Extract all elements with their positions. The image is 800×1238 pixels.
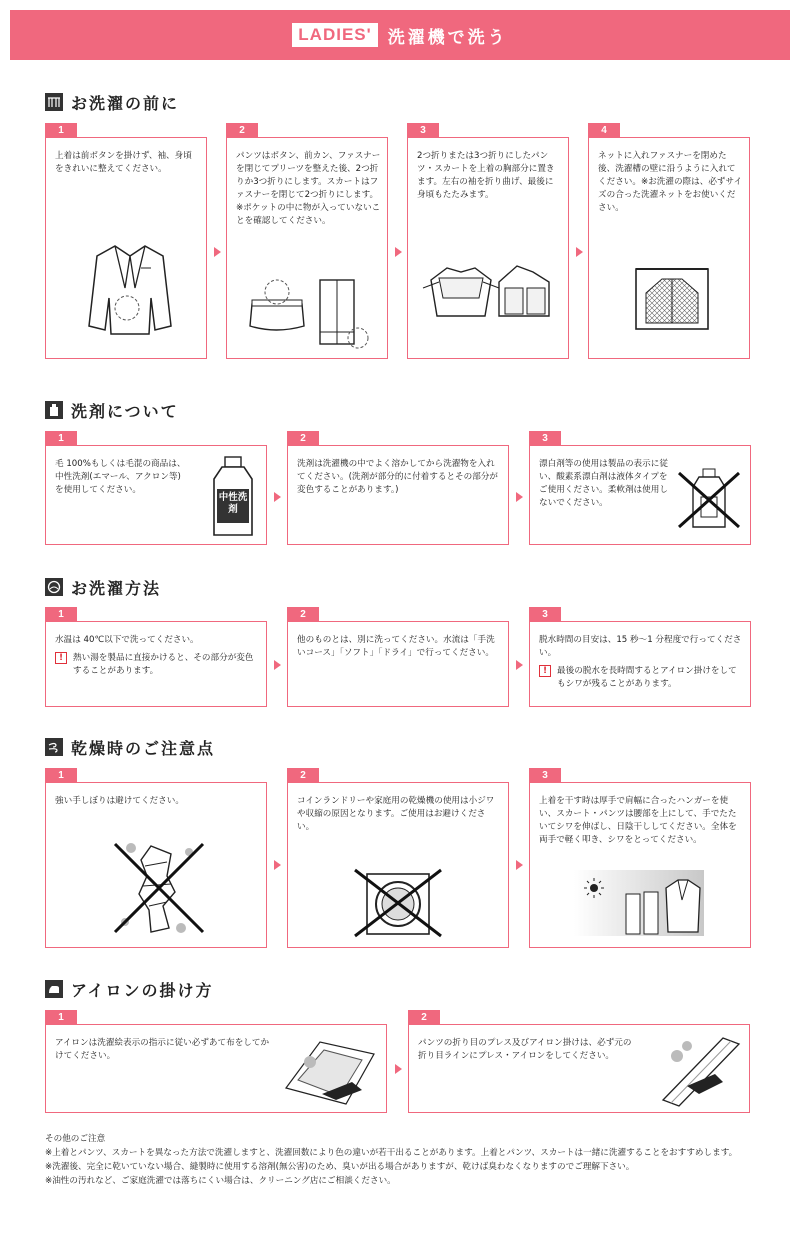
step-arrow <box>274 492 281 502</box>
press-cloth-illustration <box>280 1032 380 1108</box>
detergent-step-3 <box>529 431 751 545</box>
step-arrow <box>516 492 523 502</box>
wind-icon <box>45 738 63 756</box>
step-number: 3 <box>529 431 561 446</box>
step-text: パンツの折り目のプレス及びアイロン掛けは、必ず元の折り目ラインにプレス・アイロンをしてください。 <box>418 1038 632 1061</box>
step-number: 3 <box>529 768 561 783</box>
method-step-2 <box>287 607 509 707</box>
shade-drying-illustration <box>574 870 704 936</box>
section-ironing-title: アイロンの掛け方 <box>71 980 214 1000</box>
step-arrow <box>516 660 523 670</box>
step-number: 4 <box>588 123 620 138</box>
section-drying-title: 乾燥時のご注意点 <box>71 738 216 758</box>
warning-icon: ! <box>55 652 67 664</box>
ironing-step-2 <box>408 1010 750 1113</box>
step-arrow <box>214 247 221 257</box>
section-drying-header <box>45 735 215 759</box>
step-arrow <box>516 860 523 870</box>
warning-icon: ! <box>539 665 551 677</box>
ladies-badge: LADIES' <box>292 23 377 47</box>
section-ironing-header <box>45 977 214 1001</box>
step-text: 強い手しぼりは避けてください。 <box>55 796 184 806</box>
step-text: 毛 100%もしくは毛混の商品は、中性洗剤(エマール、アクロン等) を使用してください。 <box>55 459 186 495</box>
iron-icon <box>45 980 63 998</box>
section-method-header <box>45 575 161 599</box>
drying-step-2 <box>287 768 509 948</box>
section-before-header <box>45 90 179 114</box>
detergent-bottle-icon <box>45 401 63 419</box>
step-text: 上着は前ボタンを掛けず、袖、身頃をきれいに整えてください。 <box>55 151 192 174</box>
step-number: 2 <box>226 123 258 138</box>
section-detergent-title: 洗剤について <box>71 401 179 421</box>
ironing-step-1 <box>45 1010 387 1113</box>
page-banner <box>10 10 790 60</box>
step-arrow <box>576 247 583 257</box>
detergent-step-1 <box>45 431 267 545</box>
warning-note <box>539 665 744 691</box>
step-text: 脱水時間の目安は、15 秒〜1 分程度で行ってください。 <box>539 635 742 658</box>
before-step-4 <box>588 123 750 359</box>
step-text: 水温は 40℃以下で洗ってください。 <box>55 635 199 645</box>
step-text: 洗剤は洗濯機の中でよく溶かしてから洗濯物を入れてください。(洗剤が部分的に付着するとその部分が変色することがあります。) <box>297 459 499 495</box>
before-step-3 <box>407 123 569 359</box>
step-number: 3 <box>529 607 561 622</box>
no-wringing-illustration <box>111 836 207 940</box>
step-text: ネットに入れファスナーを閉めた後、洗濯槽の壁に沿うように入れてください。※お洗濯の際は、必ずサイズの合った洗濯ネットをお使いください。 <box>598 151 743 213</box>
step-text: 上着を干す時は厚手で肩幅に合ったハンガーを使い、スカート・パンツは腰部を上にして、手でたたいてシワを伸ばし、日陰干ししてください。全体を両手で軽く叩き、シワをとってください。 <box>539 796 737 845</box>
notes-heading: その他のご注意 <box>45 1134 106 1144</box>
step-text: 他のものとは、別に洗ってください。水流は「手洗いコース」「ソフト」「ドライ」で行ってください。 <box>297 635 495 658</box>
step-text: 2つ折りまたは3つ折りにしたパンツ・スカートを上着の胸部分に置きます。左右の袖を折り曲げ、最後に身頃もたたみます。 <box>417 151 555 200</box>
folded-skirt-pants-illustration <box>246 276 376 354</box>
no-softener-illustration <box>675 467 745 531</box>
note-item: ※油性の汚れなど、ご家庭洗濯では落ちにくい場合は、クリーニング店にご相談ください。 <box>45 1176 396 1186</box>
method-step-1 <box>45 607 267 707</box>
section-before-title: お洗濯の前に <box>71 93 180 113</box>
drying-step-1 <box>45 768 267 948</box>
step-arrow <box>395 1064 402 1074</box>
step-number: 1 <box>45 1010 77 1025</box>
section-detergent-header <box>45 398 179 422</box>
jacket-illustration <box>85 238 175 338</box>
step-arrow <box>274 860 281 870</box>
before-step-2 <box>226 123 388 359</box>
step-text: コインランドリーや家庭用の乾燥機の使用は小ジワや収縮の原因となります。ご使用はお避けください。 <box>297 796 495 832</box>
folding-jacket-illustration <box>421 258 555 324</box>
step-arrow <box>395 247 402 257</box>
step-number: 3 <box>407 123 439 138</box>
trouser-crease-illustration <box>653 1030 745 1110</box>
bottle-label: 中性洗剤 <box>218 492 248 515</box>
drying-step-3 <box>529 768 751 948</box>
step-text: パンツはボタン、前カン、ファスナーを閉じてプリーツを整えた後、2つ折りか3つ折りにします。スカートはファスナーを閉じて2つ折りにします。※ポケットの中に物が入っていないことを確認してください。 <box>236 151 381 226</box>
warning-text: 熱い湯を製品に直接かけると、その部分が変色することがあります。 <box>73 653 254 676</box>
banner-title: 洗濯機で洗う <box>387 27 508 48</box>
before-step-1 <box>45 123 207 359</box>
method-step-3 <box>529 607 751 707</box>
clothes-rack-icon <box>45 93 63 111</box>
step-number: 2 <box>287 768 319 783</box>
warning-note <box>55 652 260 678</box>
step-text: 漂白剤等の使用は製品の表示に従い、酸素系漂白剤は液体タイプをご使用ください。柔軟剤は使用しないでください。 <box>539 459 668 508</box>
additional-notes <box>45 1132 765 1188</box>
warning-text: 最後の脱水を長時間するとアイロン掛けをしてもシワが残ることがあります。 <box>557 666 737 689</box>
step-arrow <box>274 660 281 670</box>
step-number: 1 <box>45 123 77 138</box>
step-text: アイロンは洗濯絵表示の指示に従い必ずあて布をしてかけてください。 <box>55 1038 270 1061</box>
step-number: 1 <box>45 431 77 446</box>
step-number: 1 <box>45 768 77 783</box>
section-method-title: お洗濯方法 <box>71 578 162 598</box>
laundry-net-illustration <box>632 263 712 333</box>
no-tumble-dry-illustration <box>353 868 443 938</box>
note-item: ※洗濯後、完全に乾いていない場合、縫製時に使用する溶剤(無公害)のため、臭いが出る場合がありますが、乾けば臭わなくなりますのでご理解下さい。 <box>45 1162 635 1172</box>
step-number: 2 <box>408 1010 440 1025</box>
note-item: ※上着とパンツ、スカートを異なった方法で洗濯しますと、洗濯回数により色の違いが若干出ることがあります。上着とパンツ、スカートは一緒に洗濯することをおすすめします。 <box>45 1148 738 1158</box>
step-number: 1 <box>45 607 77 622</box>
detergent-step-2 <box>287 431 509 545</box>
step-number: 2 <box>287 607 319 622</box>
step-number: 2 <box>287 431 319 446</box>
washing-drum-icon <box>45 578 63 596</box>
